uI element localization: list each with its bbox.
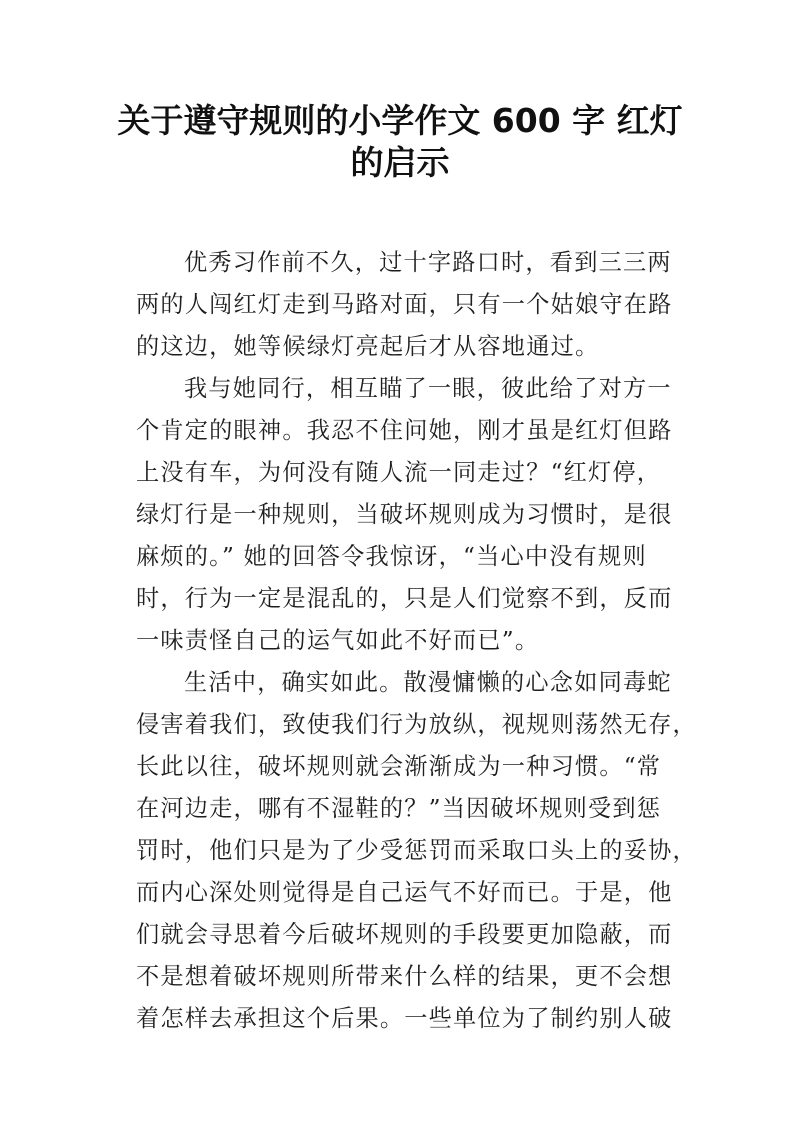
text-line: 麻烦的。” 她的回答令我惊讶，“当心中没有规则 xyxy=(136,543,647,570)
text-line: 一味责怪自己的运气如此不好而已”。 xyxy=(136,627,540,654)
text-line: 生活中，确实如此。散漫慵懒的心念如同毒蛇 xyxy=(184,669,672,696)
text-line: 不是想着破坏规则所带来什么样的结果，更不会想 xyxy=(136,963,673,990)
text-line: 们就会寻思着今后破坏规则的手段要更加隐蔽，而 xyxy=(136,921,673,948)
text-line: 上没有车，为何没有随人流一同走过？“红灯停， xyxy=(136,459,662,486)
text-line: 时，行为一定是混乱的，只是人们觉察不到，反而 xyxy=(136,585,673,612)
paragraph-2 xyxy=(136,368,673,662)
text-line: 我与她同行，相互瞄了一眼，彼此给了对方一 xyxy=(184,375,672,402)
text-line: 长此以往，破坏规则就会渐渐成为一种习惯。“常 xyxy=(136,753,662,780)
text-line: 绿灯行是一种规则，当破坏规则成为习惯时，是很 xyxy=(136,501,673,528)
title-line: 的启示 xyxy=(350,143,450,182)
title-line: 关于遵守规则的小学作文 600 字 红灯 xyxy=(117,101,683,140)
text-line: 的这边，她等候绿灯亮起后才从容地通过。 xyxy=(136,333,600,360)
document-body xyxy=(136,242,697,1040)
text-line: 在河边走，哪有不湿鞋的？”当因破坏规则受到惩 xyxy=(136,795,662,822)
document-title xyxy=(100,100,700,184)
text-line: 罚时，他们只是为了少受惩罚而采取口头上的妥协， xyxy=(136,837,697,864)
text-line: 着怎样去承担这个后果。一些单位为了制约别人破 xyxy=(136,1005,673,1032)
text-line: 个肯定的眼神。我忍不住问她，刚才虽是红灯但路 xyxy=(136,417,673,444)
paragraph-1 xyxy=(136,242,673,368)
text-line: 优秀习作前不久，过十字路口时，看到三三两 xyxy=(184,249,672,276)
text-line: 侵害着我们，致使我们行为放纵，视规则荡然无存， xyxy=(136,711,697,738)
text-line: 而内心深处则觉得是自己运气不好而已。于是，他 xyxy=(136,879,673,906)
paragraph-3 xyxy=(136,662,697,1040)
text-line: 两的人闯红灯走到马路对面，只有一个姑娘守在路 xyxy=(136,291,673,318)
